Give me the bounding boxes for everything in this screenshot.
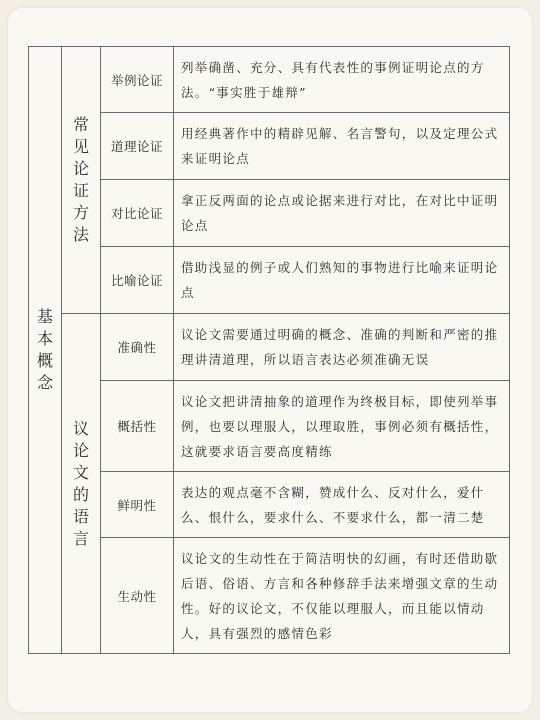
table-row <box>29 180 510 247</box>
table-row <box>29 113 510 180</box>
table-row <box>29 47 510 113</box>
table-row <box>29 538 510 654</box>
desc-cell: 议论文的生动性在于简洁明快的幻画，有时还借助歇后语、俗语、方言和各种修辞手法来增强文章的生动性。好的议论文，不仅能以理服人，而且能以情动人，具有强烈的感情色彩 <box>174 538 510 654</box>
term-cell: 道理论证 <box>101 113 174 180</box>
table-row <box>29 472 510 538</box>
concept-table <box>28 46 510 654</box>
term-cell: 概括性 <box>101 381 174 472</box>
term-cell: 比喻论证 <box>101 247 174 314</box>
desc-cell: 议论文把讲清抽象的道理作为终极目标，即使列举事例，也要以理服人，以理取胜，事例必须有概括性，这就要求语言要高度精练 <box>174 381 510 472</box>
table-row <box>29 314 510 381</box>
table-row <box>29 381 510 472</box>
desc-cell: 用经典著作中的精辟见解、名言警句，以及定理公式来证明论点 <box>174 113 510 180</box>
table-row <box>29 247 510 314</box>
desc-cell: 拿正反两面的论点或论据来进行对比，在对比中证明论点 <box>174 180 510 247</box>
term-cell: 鲜明性 <box>101 472 174 538</box>
desc-cell: 借助浅显的例子或人们熟知的事物进行比喻来证明论点 <box>174 247 510 314</box>
term-cell: 准确性 <box>101 314 174 381</box>
group-label-language: 议论文的语言 <box>73 418 90 548</box>
term-cell: 生动性 <box>101 538 174 654</box>
section-label: 基本概念 <box>37 307 54 392</box>
term-cell: 举例论证 <box>101 47 174 113</box>
section-cell <box>29 47 62 654</box>
group-cell-methods <box>62 47 101 314</box>
group-cell-language <box>62 314 101 654</box>
term-cell: 对比论证 <box>101 180 174 247</box>
group-label-methods: 常见论证方法 <box>73 115 90 244</box>
desc-cell: 议论文需要通过明确的概念、准确的判断和严密的推理讲清道理，所以语言表达必须准确无误 <box>174 314 510 381</box>
desc-cell: 列举确凿、充分、具有代表性的事例证明论点的方法。“事实胜于雄辩” <box>174 47 510 113</box>
desc-cell: 表达的观点毫不含糊，赞成什么、反对什么，爱什么、恨什么，要求什么、不要求什么，都一清二楚 <box>174 472 510 538</box>
